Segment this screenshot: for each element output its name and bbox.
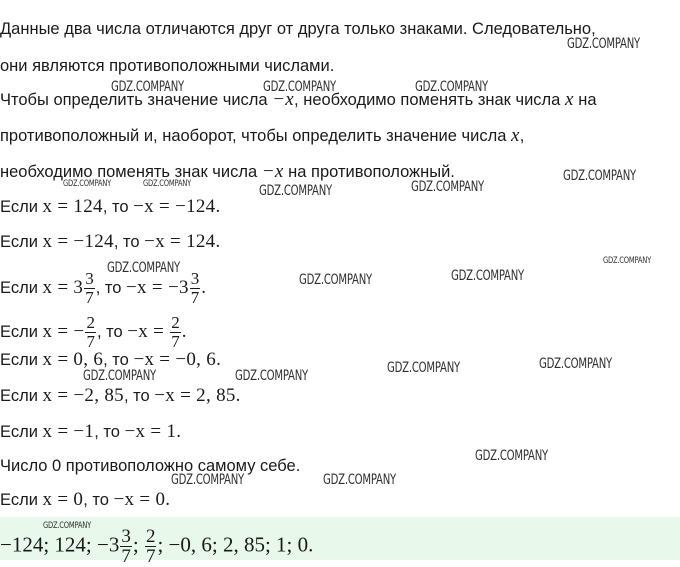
- fraction-3-7: [120, 527, 132, 566]
- answer-part: ; −0, 6; 2, 85; 1; 0.: [157, 532, 314, 557]
- case-result: −x = 2, 85.: [154, 385, 241, 406]
- fraction-3-7: [84, 270, 95, 307]
- fraction-2-7: [85, 314, 96, 351]
- if-label: Если: [0, 387, 43, 405]
- watermark: GDZ.COMPANY: [411, 179, 485, 195]
- period: .: [201, 276, 207, 298]
- watermark: GDZ.COMPANY: [259, 183, 333, 199]
- watermark: GDZ.COMPANY: [171, 472, 245, 488]
- if-label: Если: [0, 322, 43, 341]
- fraction-numerator: 3: [85, 269, 94, 288]
- case-row-4: [0, 314, 187, 351]
- case-condition: x = −2, 85: [42, 385, 124, 406]
- text-fragment: необходимо поменять знак числа: [0, 163, 262, 181]
- if-label: Если: [0, 351, 43, 369]
- answer-text: [0, 527, 313, 566]
- fraction-denominator: 7: [85, 288, 94, 307]
- case-condition: x = 0, 6: [42, 349, 104, 370]
- paragraph-line-1: Данные два числа отличаются друг от друга только знаками. Следовательно,: [0, 20, 596, 38]
- case-row-6: [0, 386, 241, 406]
- then-label: , то: [96, 322, 128, 341]
- case-row-1: [0, 197, 221, 217]
- answer-separator: ;: [132, 532, 144, 557]
- fraction-denominator: 7: [190, 288, 200, 307]
- case-condition: x = −124: [42, 231, 114, 252]
- then-label: , то: [102, 198, 134, 216]
- fraction-numerator: 2: [86, 313, 95, 332]
- text-fragment: ,: [519, 127, 525, 145]
- math-x: x: [510, 125, 520, 146]
- case-result: −x = −3: [126, 276, 189, 298]
- case-row-8: [0, 490, 170, 510]
- case-condition: x = 0: [42, 489, 84, 510]
- fraction-2-7: [145, 527, 157, 566]
- if-label: Если: [0, 233, 43, 251]
- then-label: , то: [123, 387, 155, 405]
- watermark: GDZ.COMPANY: [43, 521, 92, 531]
- watermark: GDZ.COMPANY: [387, 360, 461, 376]
- math-x: x: [564, 89, 574, 110]
- watermark: GDZ.COMPANY: [63, 179, 112, 189]
- watermark: GDZ.COMPANY: [567, 36, 641, 52]
- fraction-2-7: [170, 314, 181, 351]
- then-label: , то: [113, 233, 145, 251]
- if-label: Если: [0, 423, 43, 441]
- then-label: , то: [103, 351, 134, 369]
- case-row-2: [0, 232, 221, 252]
- watermark: GDZ.COMPANY: [475, 448, 549, 464]
- fraction-numerator: 3: [190, 269, 200, 288]
- fraction-denominator: 7: [145, 546, 156, 567]
- case-result: −x = −0, 6.: [133, 349, 222, 370]
- paragraph-line-2: они являются противоположными числами.: [0, 57, 335, 75]
- watermark: GDZ.COMPANY: [299, 272, 373, 288]
- watermark: GDZ.COMPANY: [415, 79, 489, 95]
- then-label: , то: [83, 491, 114, 509]
- fraction-numerator: 2: [145, 526, 156, 547]
- watermark: GDZ.COMPANY: [563, 168, 637, 184]
- answer-part: −124; 124; −3: [0, 532, 120, 557]
- watermark: GDZ.COMPANY: [111, 79, 185, 95]
- math-neg-x: −x: [261, 161, 284, 182]
- case-condition: x = 124: [42, 196, 103, 217]
- watermark: GDZ.COMPANY: [235, 368, 309, 384]
- text-fragment: , необходимо поменять знак числа: [294, 91, 565, 109]
- text-fragment: на противоположный.: [283, 163, 455, 181]
- case-result: −x = 0.: [113, 489, 171, 510]
- watermark: GDZ.COMPANY: [143, 179, 192, 189]
- then-label: , то: [94, 423, 125, 441]
- watermark: GDZ.COMPANY: [323, 472, 397, 488]
- case-result: −x = 1.: [124, 421, 182, 442]
- watermark: GDZ.COMPANY: [83, 368, 157, 384]
- case-condition: x = −: [42, 320, 85, 342]
- then-label: , то: [95, 278, 127, 297]
- fraction-denominator: 7: [121, 546, 131, 567]
- fraction-denominator: 7: [171, 332, 180, 351]
- watermark: GDZ.COMPANY: [539, 356, 613, 372]
- fraction-numerator: 2: [171, 313, 180, 332]
- case-condition: x = −1: [42, 421, 95, 442]
- case-row-5: [0, 350, 221, 370]
- case-result: −x = −124.: [133, 196, 221, 217]
- text-fragment: на: [573, 91, 597, 109]
- answer-panel: [0, 517, 680, 567]
- if-label: Если: [0, 198, 43, 216]
- text-fragment: Чтобы определить значение числа: [0, 91, 273, 109]
- case-row-7: [0, 422, 181, 442]
- watermark: GDZ.COMPANY: [263, 79, 337, 95]
- fraction-numerator: 3: [121, 526, 131, 547]
- case-result: −x =: [127, 320, 170, 342]
- if-label: Если: [0, 491, 43, 509]
- watermark: GDZ.COMPANY: [107, 260, 181, 276]
- watermark: GDZ.COMPANY: [451, 268, 525, 284]
- paragraph-line-4: [0, 126, 524, 146]
- period: .: [181, 320, 187, 342]
- text-fragment: противоположный и, наоборот, чтобы определить значение числа: [0, 127, 511, 145]
- if-label: Если: [0, 278, 43, 297]
- watermark: GDZ.COMPANY: [603, 256, 652, 266]
- zero-statement: Число 0 противоположно самому себе.: [0, 457, 301, 475]
- case-result: −x = 124.: [144, 231, 221, 252]
- fraction-3-7: [190, 270, 201, 307]
- case-condition: x = 3: [42, 276, 84, 298]
- math-neg-x: −x: [272, 89, 295, 110]
- fraction-denominator: 7: [86, 332, 95, 351]
